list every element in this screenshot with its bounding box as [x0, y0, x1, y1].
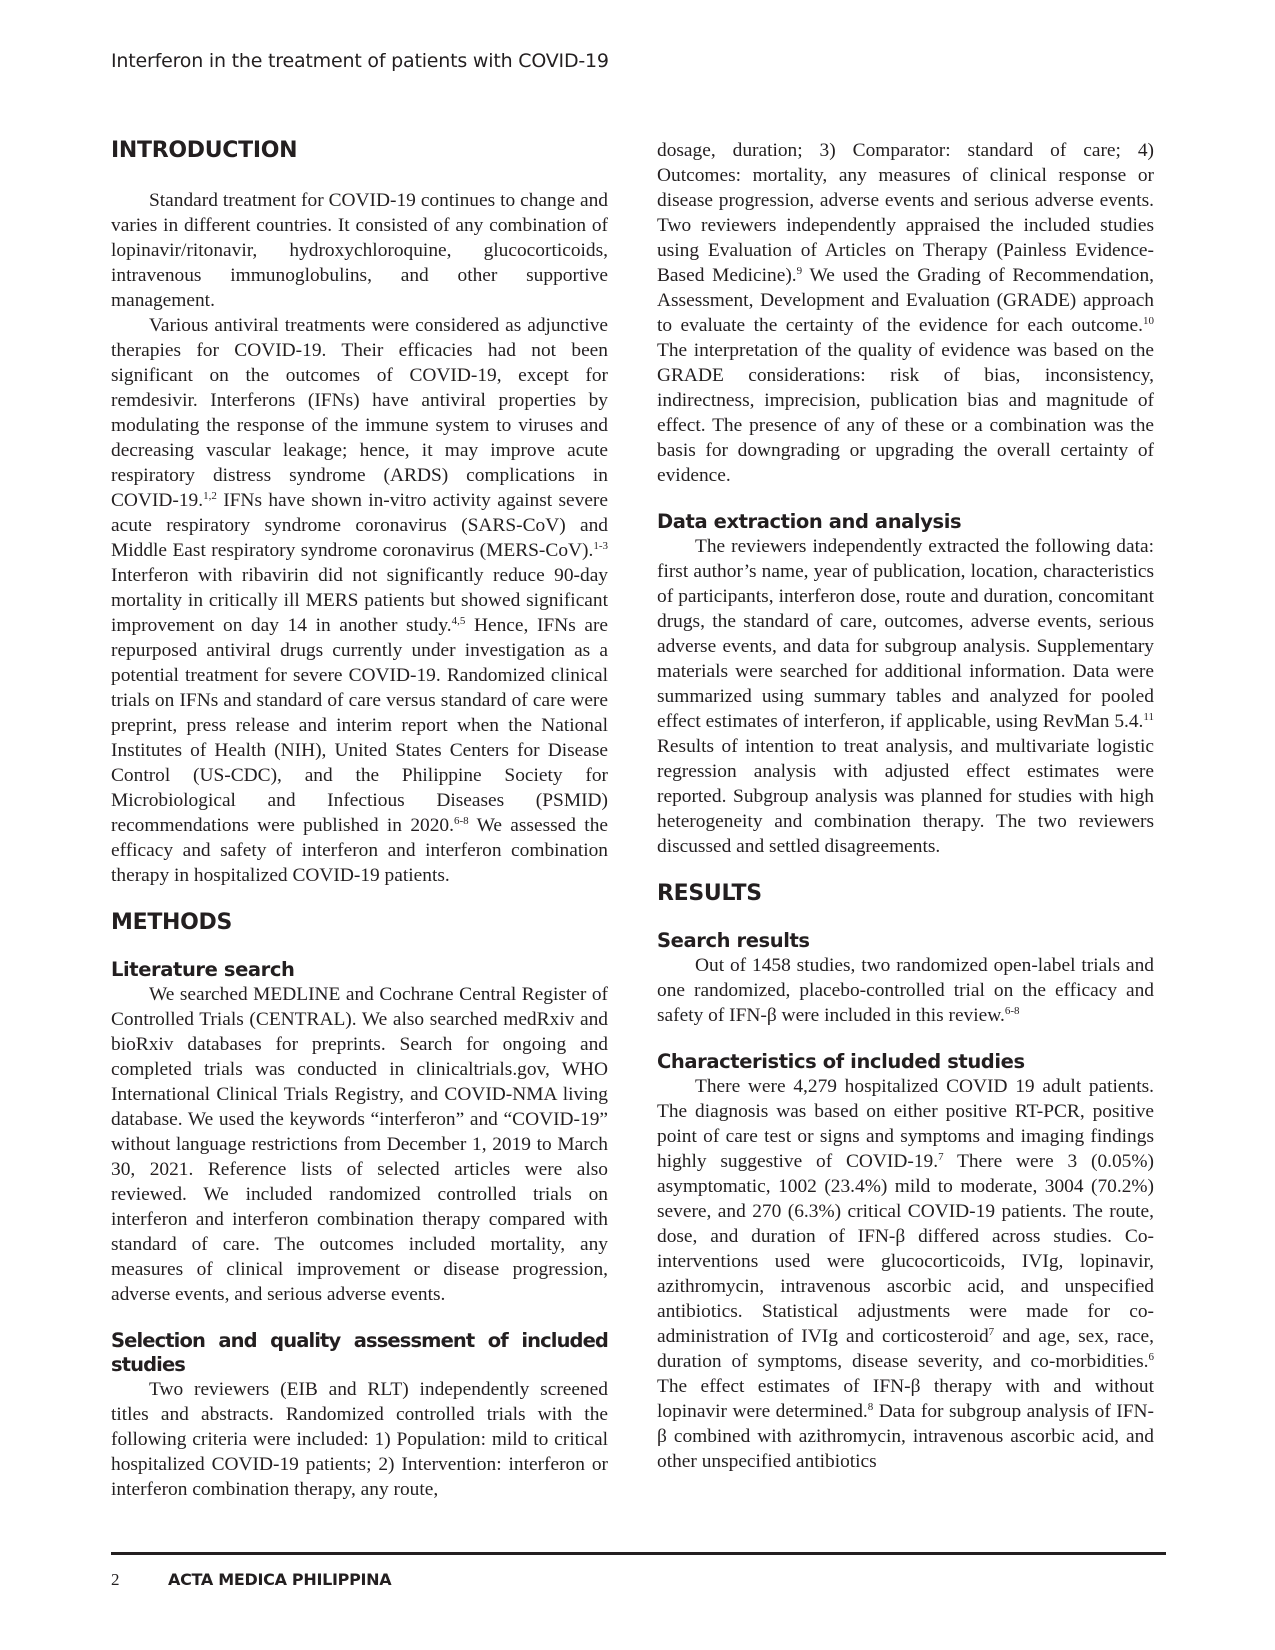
page-footer — [111, 1570, 391, 1590]
search-results-heading: Search results — [657, 929, 810, 952]
right-column — [657, 138, 1154, 1474]
data-extraction-paragraph: The reviewers independently extracted the following data: first author’s name, year of publication, location, characteristics of participants, interferon dose, route and duration, concomitant drugs, the standard of care, outcomes, adverse events, serious adverse events, and data for subgroup analysis. Supplementary materials were searched for additional information. Data were summarized using summary tables and analyzed for pooled effect estimates of interferon, if applicable, using RevMan 5.4.11 Results of intention to treat analysis, and multivariate logistic regression analysis with adjusted effect estimates were reported. Subgroup analysis was planned for studies with high heterogeneity and combination therapy. The two reviewers discussed and settled disagreements. — [657, 536, 1154, 857]
characteristics-paragraph: There were 4,279 hospitalized COVID 19 adult patients. The diagnosis was based on either positive RT-PCR, positive point of care test or signs and symptoms and imaging findings highly suggestive of COVID-19.$^7$ There were 3 (0.05%) asymptomatic, 1002 (23.4%) mild to moderate, 3004 (70.2%) severe, and 270 (6.3%) critical COVID-19 patients. The route, dose, and duration of IFN-β differed across studies. Co-interventions used were glucocorticoids, IVIg, lopinavir, azithromycin, intravenous ascorbic acid, and unspecified antibiotics. Statistical adjustments were made for co-administration of IVIg and corticosteroid$^7$ and age, sex, race, duration of symptoms, disease severity, and co-morbidities.$^6$ The effect estimates of IFN-β therapy with and without lopinavir were determined.$^8$ Data for subgroup analysis of IFN-β combined with azithromycin, intravenous ascorbic acid, and other unspecified antibiotics — [657, 1076, 1154, 1472]
left-column — [111, 138, 608, 1502]
citation: 7 — [938, 1151, 944, 1163]
literature-search-paragraph: We searched MEDLINE and Cochrane Central Register of Controlled Trials (CENTRAL). We also searched medRxiv and bioRxiv databases for preprints. Search for ongoing and completed trials was conducted in clinicaltrials.gov, WHO International Clinical Trials Registry, and COVID-NMA living database. We used the keywords “interferon” and “COVID-19” without language restrictions from December 1, 2019 to March 30, 2021. Reference lists of selected articles were also reviewed. We included randomized controlled trials on interferon and interferon combination therapy compared with standard of care. The outcomes included mortality, any measures of clinical improvement or disease progression, adverse events, and serious adverse events. — [111, 984, 608, 1305]
citation: 6-8 — [1004, 1005, 1020, 1017]
selection-paragraph: Two reviewers (EIB and RLT) independently screened titles and abstracts. Randomized controlled trials with the following criteria were included: 1) Population: mild to critical hospitalized COVID-19 patients; 2) Intervention: interferon or interferon combination therapy, any route, — [111, 1379, 608, 1500]
citation: 8 — [867, 1401, 874, 1413]
selection-paragraph-continued: dosage, duration; 3) Comparator: standard of care; 4) Outcomes: mortality, any measures of clinical response or disease progression, adverse events and serious adverse events. Two reviewers independently appraised the included studies using Evaluation of Articles on Therapy (Painless Evidence-Based Medicine).$^9$ We used the Grading of Recommendation, Assessment, Development and Evaluation (GRADE) approach to evaluate the certainty of the evidence for each outcome.$^{10}$ The interpretation of the quality of evidence was based on the GRADE considerations: risk of bias, inconsistency, indirectness, imprecision, publication bias and magnitude of effect. The presence of any of these or a combination was the basis for downgrading or upgrading the overall certainty of evidence. — [657, 140, 1154, 486]
citation: 6-8 — [453, 815, 469, 827]
citation: 1-3 — [593, 540, 608, 552]
citation: 6 — [1148, 1351, 1154, 1363]
selection-heading: Selection and quality assessment of included studies — [111, 1329, 608, 1376]
introduction-heading: INTRODUCTION — [111, 138, 298, 163]
citation: 1,2 — [203, 490, 217, 502]
citation: 4,5 — [451, 615, 466, 627]
literature-search-heading: Literature search — [111, 958, 295, 981]
search-results-paragraph: Out of 1458 studies, two randomized open-label trials and one randomized, placebo-controlled trial on the efficacy and safety of IFN-β were included in this review.$^{6-8}$ — [657, 955, 1154, 1026]
methods-heading: METHODS — [111, 910, 233, 935]
running-title: Interferon in the treatment of patients with COVID-19 — [111, 50, 609, 72]
citation: 10 — [1143, 315, 1154, 327]
results-heading: RESULTS — [657, 881, 762, 906]
citation: 7 — [988, 1326, 995, 1338]
data-extraction-heading: Data extraction and analysis — [657, 510, 962, 533]
footer-divider — [111, 1552, 1166, 1555]
citation: 9 — [796, 265, 803, 277]
intro-paragraph-1: Standard treatment for COVID-19 continues to change and varies in different countries. It consisted of any combination of lopinavir/ritonavir, hydroxychloroquine, glucocorticoids, intravenous immunoglobulins, and other supportive management. — [111, 190, 608, 311]
intro-paragraph-2: Various antiviral treatments were considered as adjunctive therapies for COVID-19. Their efficacies had not been significant on the outcomes of COVID-19, except for remdesivir. Interferons (IFNs) have antiviral properties by modulating the response of the immune system to viruses and decreasing vascular leakage; hence, it may improve acute respiratory distress syndrome (ARDS) complications in COVID-19.$^{1,2}$ IFNs have shown in-vitro activity against severe acute respiratory syndrome coronavirus (SARS-CoV) and Middle East respiratory syndrome coronavirus (MERS-CoV).$^{1-3}$ Interferon with ribavirin did not significantly reduce 90-day mortality in critically ill MERS patients but showed significant improvement on day 14 in another study.$^{4,5}$ Hence, IFNs are repurposed antiviral drugs currently under investigation as a potential treatment for severe COVID-19. Randomized clinical trials on IFNs and standard of care versus standard of care were preprint, press release and interim report when the National Institutes of Health (NIH), United States Centers for Disease Control (US-CDC), and the Philippine Society for Microbiological and Infectious Diseases (PSMID) recommendations were published in 2020.$^{6-8}$ We assessed the efficacy and safety of interferon and interferon combination therapy in hospitalized COVID-19 patients. — [111, 315, 609, 886]
journal-name: ACTA MEDICA PHILIPPINA — [168, 1570, 392, 1589]
characteristics-heading: Characteristics of included studies — [657, 1050, 1025, 1073]
page-number: 2 — [111, 1570, 120, 1589]
citation: 11 — [1143, 711, 1154, 723]
